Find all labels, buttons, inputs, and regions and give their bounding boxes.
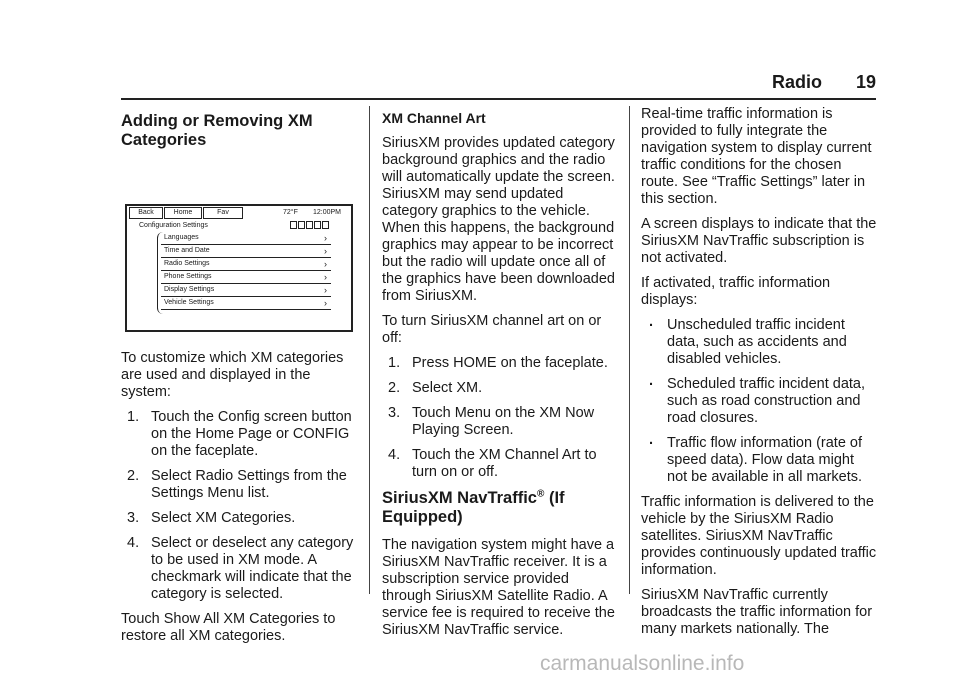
chevron-right-icon: ›	[324, 259, 327, 269]
watermark: carmanualsonline.info	[540, 652, 745, 675]
column-divider-1	[369, 106, 370, 594]
screen-temperature: 72°F	[283, 209, 298, 216]
section-heading-navtraffic: SiriusXM NavTraffic® (If Equipped)	[382, 488, 565, 526]
list-item: 2. Select XM.	[388, 380, 483, 396]
header-rule	[121, 98, 876, 100]
list-item: 3. Touch Menu on the XM Now Playing Screen.	[388, 405, 595, 438]
paragraph: SiriusXM NavTraffic currently broadcasts the traffic information for many markets nationally. The	[641, 587, 873, 637]
section-heading: Adding or Removing XM Categories	[121, 112, 313, 149]
column-2	[382, 106, 618, 647]
column-1	[121, 106, 355, 653]
screen-menu-item: Languages ›	[161, 232, 331, 245]
paragraph: Traffic information is delivered to the vehicle by the SiriusXM Radio satellites. SiriusXM NavTraffic provides continuously updated traffic information.	[641, 494, 877, 578]
status-icon	[314, 221, 321, 229]
screen-menu-item: Phone Settings ›	[161, 271, 331, 284]
screen-time: 12:00PM	[313, 209, 342, 216]
screen-menu-list	[161, 232, 331, 310]
chevron-right-icon: ›	[324, 233, 327, 243]
paragraph: A screen displays to indicate that the SiriusXM NavTraffic subscription is not activated.	[641, 216, 877, 266]
list-item: 1. Press HOME on the faceplate.	[388, 355, 608, 371]
list-item: . Scheduled traffic incident data, such as road construction and road closures.	[641, 376, 877, 427]
status-icon	[298, 221, 305, 229]
chevron-right-icon: ›	[324, 298, 327, 308]
config-screen-illustration	[125, 204, 353, 332]
paragraph: Real-time traffic information is provided to fully integrate the navigation system to display current traffic conditions for the chosen route. See “Traffic Settings” later in this section.	[641, 106, 872, 207]
screen-menu-item: Display Settings ›	[161, 284, 331, 297]
list-item: 2. Select Radio Settings from the Settings Menu list.	[127, 468, 347, 501]
paragraph: The navigation system might have a SiriusXM NavTraffic receiver. It is a subscription service provided through SiriusXM Satellite Radio. A service fee is required to receive the SiriusXM NavTraffic service.	[382, 537, 615, 638]
steps-list	[382, 355, 618, 481]
section-title: Radio	[771, 72, 822, 92]
list-item: 1. Touch the Config screen button on the Home Page or CONFIG on the faceplate.	[127, 409, 352, 459]
screen-title: Configuration Settings	[139, 222, 208, 229]
status-icon	[290, 221, 297, 229]
list-item: . Traffic flow information (rate of speed data). Flow data might not be available in all markets.	[641, 435, 877, 486]
status-icon	[322, 221, 329, 229]
list-item: 3. Select XM Categories.	[127, 510, 296, 526]
paragraph: SiriusXM provides updated category background graphics and the radio will automatically update the screen. SiriusXM may send updated category graphics to the vehicle. When this happens, the background graphics may appear to be incorrect but the radio will update once all of the graphics have been downloaded from SiriusXM.	[382, 135, 615, 304]
screen-menu-item: Vehicle Settings ›	[161, 297, 331, 310]
chevron-right-icon: ›	[324, 285, 327, 295]
chevron-right-icon: ›	[324, 246, 327, 256]
page-number: 19	[855, 72, 876, 92]
screen-menu-item: Radio Settings ›	[161, 258, 331, 271]
list-item: 4. Select or deselect any category to be used in XM mode. A checkmark will indicate that the category is selected.	[127, 535, 354, 602]
list-item: 4. Touch the XM Channel Art to turn on or off.	[388, 447, 597, 480]
subheading-channel-art: XM Channel Art	[382, 110, 486, 126]
screen-status-icons	[290, 221, 330, 232]
status-icon	[306, 221, 313, 229]
outro-paragraph: Touch Show All XM Categories to restore all XM categories.	[121, 611, 336, 644]
chevron-right-icon: ›	[324, 272, 327, 282]
list-item: . Unscheduled traffic incident data, such as accidents and disabled vehicles.	[641, 317, 877, 368]
intro-paragraph: To customize which XM categories are used and displayed in the system:	[121, 350, 344, 400]
column-divider-2	[629, 106, 630, 594]
paragraph: To turn SiriusXM channel art on or off:	[382, 313, 602, 346]
bullet-list	[641, 317, 877, 486]
page-header	[121, 72, 876, 98]
screen-back-button: Back	[129, 207, 163, 219]
paragraph: If activated, traffic information displays:	[641, 275, 831, 308]
screen-home-button: Home	[164, 207, 202, 219]
column-3	[641, 106, 877, 646]
steps-list	[121, 409, 355, 603]
screen-fav-button: Fav	[203, 207, 243, 219]
screen-menu-item: Time and Date ›	[161, 245, 331, 258]
